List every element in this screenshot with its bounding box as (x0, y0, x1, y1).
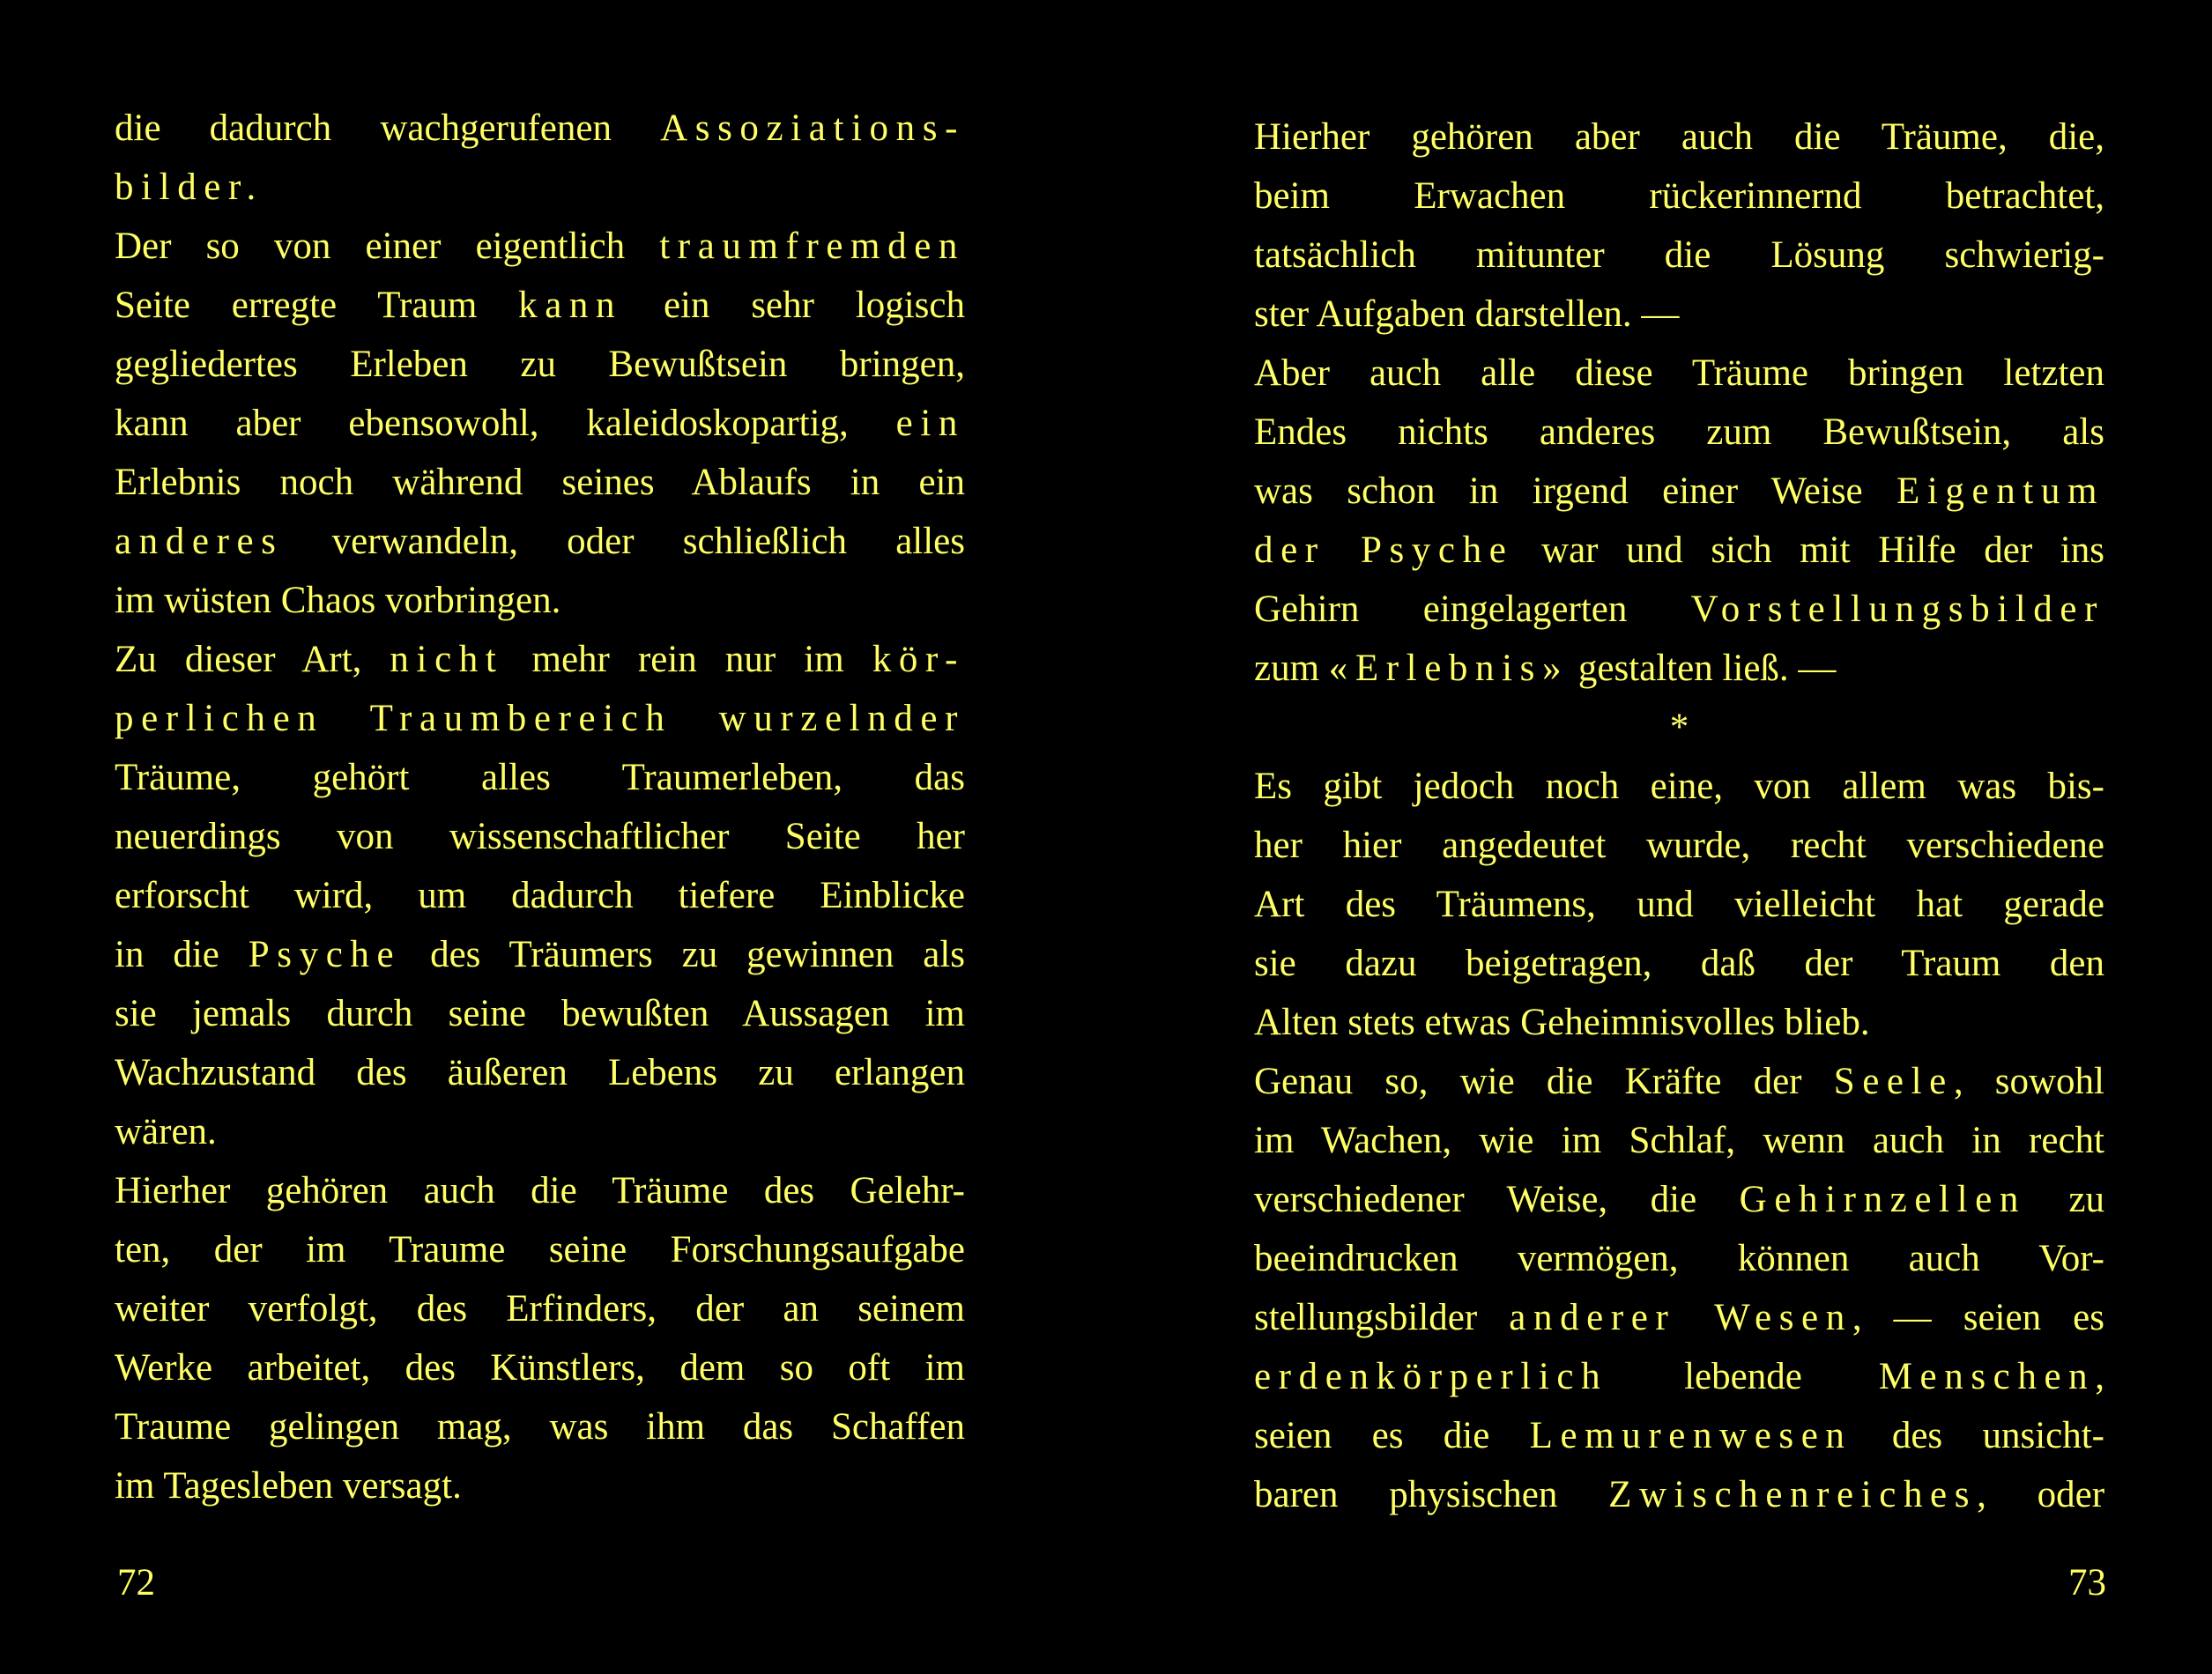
text-run: war und sich mit Hilfe der ins (1513, 530, 2104, 571)
text-line (115, 984, 965, 1043)
text-run: Werke arbeitet, des Künstlers, dem so oft im (115, 1347, 965, 1389)
spaced-emphasis: Lemurenwesen (1529, 1415, 1852, 1456)
text-run: baren physischen (1254, 1474, 1609, 1515)
text-line (115, 689, 965, 748)
text-line (115, 1102, 965, 1161)
text-run: Träume, gehört alles Traumerleben, das (115, 757, 965, 798)
text-run: des unsicht- (1852, 1415, 2104, 1456)
spaced-emphasis: kann (518, 285, 623, 326)
text-line (1254, 226, 2104, 285)
text-line (1254, 1052, 2104, 1111)
text-line (1254, 757, 2104, 816)
text-line (115, 217, 965, 276)
spaced-emphasis: Psyche (248, 934, 402, 975)
text-line (115, 1456, 965, 1515)
spaced-emphasis: anderes (115, 521, 284, 562)
text-run: kann aber ebensowohl, kaleidoskopartig, (115, 403, 896, 444)
text-line (1254, 521, 2104, 580)
text-run: wären. (115, 1111, 217, 1152)
text-line (115, 630, 965, 689)
spaced-emphasis: anderer Wesen (1509, 1297, 1852, 1338)
text-line (1254, 1465, 2104, 1524)
spaced-emphasis: bilder. (115, 167, 264, 208)
text-run: sie jemals durch seine bewußten Aussagen im (115, 993, 965, 1034)
text-run: ten, der im Traume seine Forschungsaufgabe (115, 1229, 965, 1270)
text-run: im wüsten Chaos vorbringen. (115, 580, 561, 621)
text-run: seien es die (1254, 1415, 1530, 1456)
text-run: weiter verfolgt, des Erfinders, der an seinem (115, 1288, 965, 1330)
text-run: stellungsbilder (1254, 1297, 1510, 1338)
text-run: die dadurch wachgerufenen (115, 107, 661, 149)
text-line (115, 571, 965, 630)
text-run: , sowohl (1953, 1061, 2105, 1102)
spaced-emphasis: Seele (1833, 1061, 1954, 1102)
text-run: Hierher gehören aber auch die Träume, die, (1254, 116, 2104, 158)
text-line (1254, 934, 2104, 993)
text-run: beim Erwachen rückerinnernd betrachtet, (1254, 175, 2104, 217)
text-line (115, 1043, 965, 1102)
text-run: tatsächlich mitunter die Lösung schwierig- (1254, 234, 2104, 276)
left-page-text (115, 99, 965, 1515)
text-run: gegliedertes Erleben zu Bewußtsein bringen, (115, 344, 965, 385)
text-line (1254, 816, 2104, 875)
spaced-emphasis: «Erlebnis» (1328, 648, 1570, 689)
text-line (115, 453, 965, 512)
text-run: , (2095, 1356, 2104, 1397)
text-line (1254, 1229, 2104, 1288)
text-line (1254, 1170, 2104, 1229)
spaced-emphasis: kör- (872, 639, 965, 680)
text-run: her hier angedeutet wurde, recht verschiedene (1254, 825, 2104, 866)
text-run: Seite erregte Traum (115, 285, 519, 326)
text-line (115, 866, 965, 925)
text-run: Traume gelingen mag, was ihm das Schaffen (115, 1406, 965, 1448)
text-run: verschiedener Weise, die (1254, 1179, 1740, 1220)
text-line (1254, 403, 2104, 462)
text-line (1254, 285, 2104, 344)
section-asterisk (1254, 698, 2104, 757)
spaced-emphasis: traumfremden (659, 226, 965, 267)
text-run: in die (115, 934, 249, 975)
text-run: Gehirn eingelagerten (1254, 589, 1691, 630)
spaced-emphasis: erdenkörperlich (1254, 1356, 1608, 1397)
text-line (115, 1338, 965, 1397)
text-run: Aber auch alle diese Träume bringen letzten (1254, 352, 2104, 394)
text-line (1254, 1111, 2104, 1170)
text-run: * (1669, 707, 1689, 748)
text-run: zu (2025, 1179, 2104, 1220)
text-line (115, 335, 965, 394)
text-line (1254, 107, 2104, 167)
text-run: Alten stets etwas Geheimnisvolles blieb. (1254, 1002, 1870, 1043)
text-line (1254, 639, 2104, 698)
right-page-number: 73 (2068, 1562, 2106, 1604)
text-run: , — seien es (1852, 1297, 2104, 1338)
text-run: sie dazu beigetragen, daß der Traum den (1254, 943, 2104, 984)
text-run: was schon in irgend einer Weise (1254, 470, 1897, 512)
text-run: neuerdings von wissenschaftlicher Seite her (115, 816, 965, 857)
text-run: lebende (1607, 1356, 1879, 1397)
spaced-emphasis: Gehirnzellen (1739, 1179, 2026, 1220)
text-line (1254, 344, 2104, 403)
text-line (115, 1397, 965, 1456)
text-run: beeindrucken vermögen, können auch Vor- (1254, 1238, 2104, 1279)
text-line (115, 1279, 965, 1338)
text-run: im Tagesleben versagt. (115, 1465, 462, 1507)
text-run: Der so von einer eigentlich (115, 226, 660, 267)
text-line (1254, 993, 2104, 1052)
spaced-emphasis: ein (895, 403, 965, 444)
text-line (115, 925, 965, 984)
text-run: Art des Träumens, und vielleicht hat gerade (1254, 884, 2104, 925)
spaced-emphasis: der Psyche (1254, 530, 1514, 571)
spaced-emphasis: nicht (390, 639, 504, 680)
text-run: verwandeln, oder schließlich alles (283, 521, 965, 562)
left-page-number: 72 (117, 1562, 155, 1604)
text-line (115, 512, 965, 571)
text-run: im Wachen, wie im Schlaf, wenn auch in recht (1254, 1120, 2104, 1161)
text-run: erforscht wird, um dadurch tiefere Einblicke (115, 875, 965, 916)
text-run: , oder (1977, 1474, 2105, 1515)
text-run: Erlebnis noch während seines Ablaufs in ein (115, 462, 965, 503)
right-page (1106, 0, 2212, 1674)
spaced-emphasis: Zwischenreiches (1608, 1474, 1978, 1515)
text-line (115, 99, 965, 158)
spaced-emphasis: perlichen Traumbereich wurzelnder (115, 698, 965, 739)
text-line (1254, 167, 2104, 226)
text-run: mehr rein nur im (503, 639, 872, 680)
text-line (1254, 1406, 2104, 1465)
text-line (1254, 580, 2104, 639)
text-run: Hierher gehören auch die Träume des Gelehr- (115, 1170, 965, 1211)
text-line (115, 276, 965, 335)
text-line (115, 158, 965, 217)
text-line (1254, 1347, 2104, 1406)
text-run: zum (1254, 648, 1329, 689)
text-run: Zu dieser Art, (115, 639, 390, 680)
spaced-emphasis: Eigentum (1897, 470, 2104, 512)
text-line (115, 1220, 965, 1279)
text-line (115, 807, 965, 866)
text-run: des Träumers zu gewinnen als (401, 934, 965, 975)
text-run: Es gibt jedoch noch eine, von allem was bis- (1254, 766, 2104, 807)
text-run: gestalten ließ. — (1569, 648, 1837, 689)
spaced-emphasis: Assoziations- (660, 107, 965, 149)
text-line (115, 748, 965, 807)
text-line (1254, 462, 2104, 521)
text-run: ein sehr logisch (622, 285, 966, 326)
right-page-text (1254, 107, 2104, 1524)
text-line (1254, 875, 2104, 934)
text-line (1254, 1288, 2104, 1347)
text-line (115, 394, 965, 453)
text-run: Endes nichts anderes zum Bewußtsein, als (1254, 411, 2104, 453)
text-run: Wachzustand des äußeren Lebens zu erlangen (115, 1052, 965, 1093)
spaced-emphasis: Vorstellungsbilder (1690, 589, 2104, 630)
text-run: ster Aufgaben darstellen. — (1254, 293, 1680, 335)
spaced-emphasis: Menschen (1878, 1356, 2096, 1397)
text-run: Genau so, wie die Kräfte der (1254, 1061, 1834, 1102)
text-line (115, 1161, 965, 1220)
